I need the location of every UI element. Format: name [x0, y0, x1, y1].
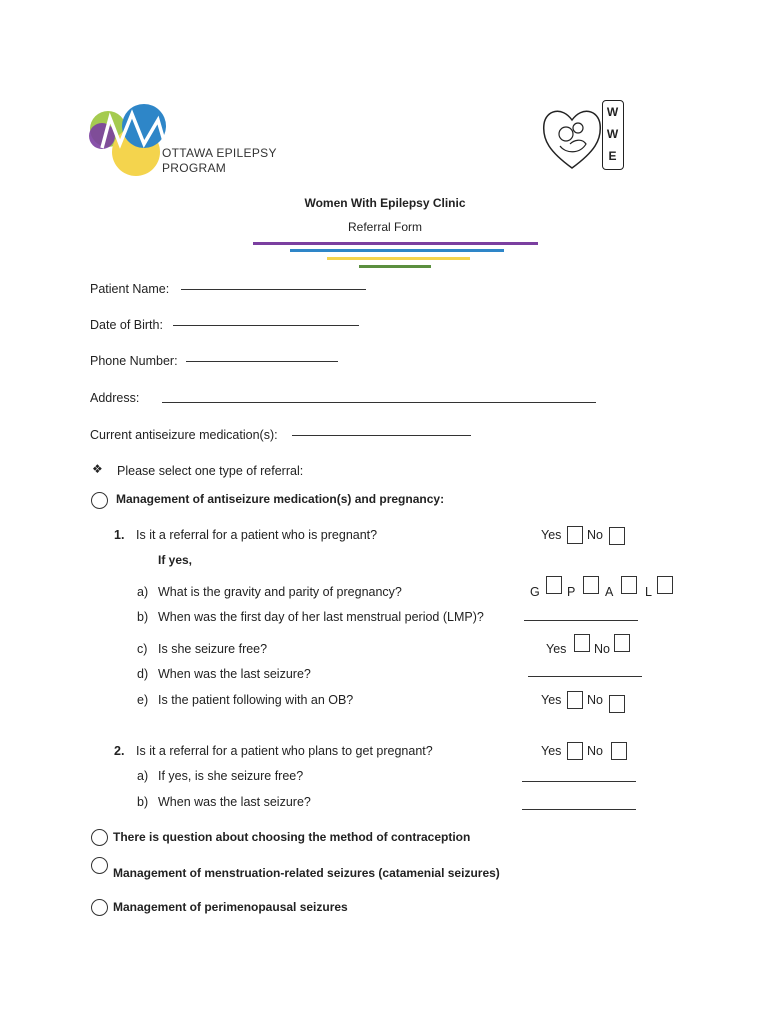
q1c-yes-label: Yes	[546, 642, 567, 656]
option-contraception-label: There is question about choosing the method of contraception	[113, 830, 471, 844]
q2-no-label: No	[587, 744, 603, 758]
q2-yes-label: Yes	[541, 744, 562, 758]
option-radio-perimenopausal[interactable]	[91, 899, 108, 916]
q1e-yes-checkbox[interactable]	[567, 691, 583, 709]
option-radio-catamenial[interactable]	[91, 857, 108, 874]
q1e-yes-label: Yes	[541, 693, 562, 707]
patient-name-field[interactable]	[181, 289, 366, 290]
divider-purple	[253, 242, 538, 245]
q1e-no-label: No	[587, 693, 603, 707]
parity-p-label: P	[567, 585, 576, 599]
parity-l-label: L	[645, 585, 652, 599]
option-radio-contraception[interactable]	[91, 829, 108, 846]
phone-field[interactable]	[186, 361, 338, 362]
last-seizure-field[interactable]	[528, 676, 642, 677]
q2-text: Is it a referral for a patient who plans to get pregnant?	[136, 744, 433, 758]
phone-label: Phone Number:	[90, 354, 178, 368]
q2a-label: a)	[137, 769, 149, 783]
q1-yes-checkbox[interactable]	[567, 526, 583, 544]
option-radio-asm-pregnancy[interactable]	[91, 492, 108, 509]
q1a-text: What is the gravity and parity of pregnancy?	[158, 585, 402, 599]
divider-blue	[290, 249, 504, 252]
q1-no-checkbox[interactable]	[609, 527, 625, 545]
q1d-text: When was the last seizure?	[158, 667, 311, 681]
q2-yes-checkbox[interactable]	[567, 742, 583, 760]
parity-a-box[interactable]	[621, 576, 637, 594]
q2-seizure-free-field[interactable]	[522, 781, 636, 782]
option-catamenial-label: Management of menstruation-related seizures (catamenial seizures)	[113, 866, 500, 880]
q1-number: 1.	[114, 528, 125, 542]
dob-label: Date of Birth:	[90, 318, 163, 332]
gravity-g-box[interactable]	[546, 576, 562, 594]
medications-field[interactable]	[292, 435, 471, 436]
q1d-label: d)	[137, 667, 149, 681]
q1e-text: Is the patient following with an OB?	[158, 693, 354, 707]
divider-green	[359, 265, 431, 268]
wwe-letter-e: E	[608, 149, 617, 163]
q1c-no-checkbox[interactable]	[614, 634, 630, 652]
q2b-label: b)	[137, 795, 149, 809]
diamond-bullet-icon: ❖	[92, 462, 103, 476]
wwe-letter-w1: W	[606, 105, 619, 119]
option-perimenopausal-label: Management of perimenopausal seizures	[113, 900, 348, 914]
section1-title: Management of antiseizure medication(s) and pregnancy:	[116, 492, 445, 506]
form-subtitle: Referral Form	[347, 220, 422, 234]
q2b-text: When was the last seizure?	[158, 795, 311, 809]
q2-no-checkbox[interactable]	[611, 742, 627, 760]
parity-a-label: A	[605, 585, 614, 599]
q2a-text: If yes, is she seizure free?	[158, 769, 304, 783]
address-label: Address:	[90, 391, 140, 405]
wwe-letter-w2: W	[606, 127, 619, 141]
parity-p-box[interactable]	[583, 576, 599, 594]
q1-no-label: No	[587, 528, 603, 542]
dob-field[interactable]	[173, 325, 359, 326]
gravity-g-label: G	[530, 585, 540, 599]
q1e-label: e)	[137, 693, 149, 707]
q1-if-yes: If yes,	[158, 553, 193, 567]
q1b-text: When was the first day of her last menstrual period (LMP)?	[158, 610, 484, 624]
form-title: Women With Epilepsy Clinic	[304, 196, 466, 210]
heart-mother-child-icon	[540, 102, 604, 172]
q1c-yes-checkbox[interactable]	[574, 634, 590, 652]
logo-org-line2: PROGRAM	[162, 161, 227, 175]
q1-yes-label: Yes	[541, 528, 562, 542]
wwe-logo	[540, 100, 628, 174]
wwe-letter-box	[602, 100, 624, 170]
divider-yellow	[327, 257, 470, 260]
q1-text: Is it a referral for a patient who is pregnant?	[136, 528, 378, 542]
q1c-text: Is she seizure free?	[158, 642, 268, 656]
q2-last-seizure-field[interactable]	[522, 809, 636, 810]
logo-org-line1: OTTAWA EPILEPSY	[162, 146, 277, 160]
address-field[interactable]	[162, 402, 596, 403]
q1c-label: c)	[137, 642, 148, 656]
q1a-label: a)	[137, 585, 149, 599]
ottawa-epilepsy-logo	[88, 104, 278, 178]
q1b-label: b)	[137, 610, 149, 624]
q1c-no-label: No	[594, 642, 610, 656]
medications-label: Current antiseizure medication(s):	[90, 428, 278, 442]
parity-l-box[interactable]	[657, 576, 673, 594]
q1e-no-checkbox[interactable]	[609, 695, 625, 713]
lmp-field[interactable]	[524, 620, 638, 621]
patient-name-label: Patient Name:	[90, 282, 170, 296]
referral-instruction: Please select one type of referral:	[117, 464, 304, 478]
q2-number: 2.	[114, 744, 125, 758]
